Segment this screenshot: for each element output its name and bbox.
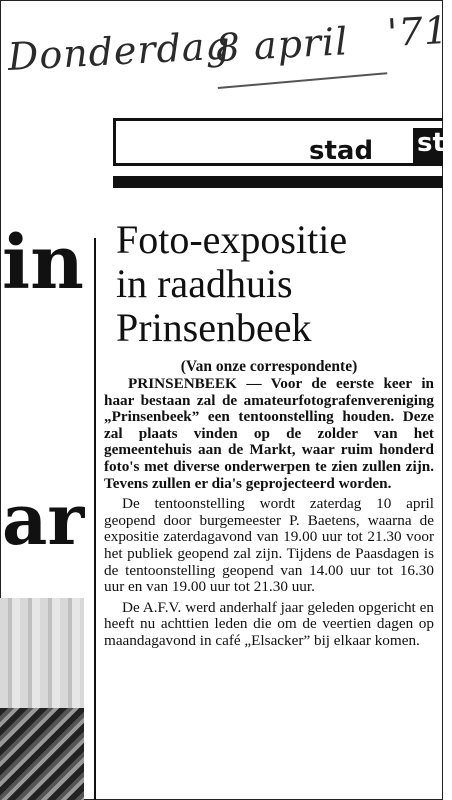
adjacent-photo	[0, 598, 84, 800]
adjacent-headline-fragment-1: in	[2, 220, 84, 306]
adjacent-photo-dark-area	[0, 708, 84, 800]
article-byline: (Van onze correspondente)	[180, 358, 358, 375]
handwritten-day: Donderdag	[6, 23, 232, 79]
article-headline	[116, 218, 434, 350]
article-paragraph-1: De tentoonstelling wordt zaterdag 10 april geopend door burgemeester P. Baetens, waarna de expositie zaterdagavond van 19.00 uur tot 21.30 voor het publiek geopend zal zijn. Tijdens de Paasdagen is de tentoonstelling geopend van 14.00 uur tot 16.30 uur en van 19.00 uur tot 21.30 uur.	[104, 495, 434, 596]
article-lead: PRINSENBEEK — Voor de eerste keer in haar bestaan zal de amateurfotografenvereniging „Prinsenbeek” een tentoonstelling houden. Deze zal plaats vinden op de zolder van het gemeentehuis aan de Markt, waar ruim honderd foto's met diverse onderwerpen te zien zullen zijn. Tevens zullen er dia's geprojecteerd worden.	[104, 375, 434, 492]
section-header-band	[113, 118, 443, 196]
article	[104, 218, 434, 650]
section-label: stad	[309, 136, 374, 166]
section-header-box	[113, 118, 443, 166]
handwritten-year: '71	[385, 7, 451, 56]
adjacent-article-fragment	[0, 196, 92, 800]
headline-line-3: Prinsenbeek	[116, 305, 312, 350]
headline-line-2: in raadhuis	[116, 261, 293, 306]
handwritten-underline	[218, 72, 388, 89]
section-header-rule	[113, 176, 443, 188]
headline-line-1: Foto-expositie	[116, 217, 348, 262]
adjacent-headline-fragment-2: ar	[2, 478, 85, 561]
article-paragraph-2: De A.F.V. werd anderhalf jaar geleden opgericht en heeft nu achttien leden die om de veertien dagen op maandagavond in café „Elsacker” bij elkaar komen.	[104, 598, 434, 649]
handwritten-date: 8 april	[214, 19, 350, 71]
next-section-label: st	[413, 128, 443, 164]
column-rule	[94, 238, 96, 800]
